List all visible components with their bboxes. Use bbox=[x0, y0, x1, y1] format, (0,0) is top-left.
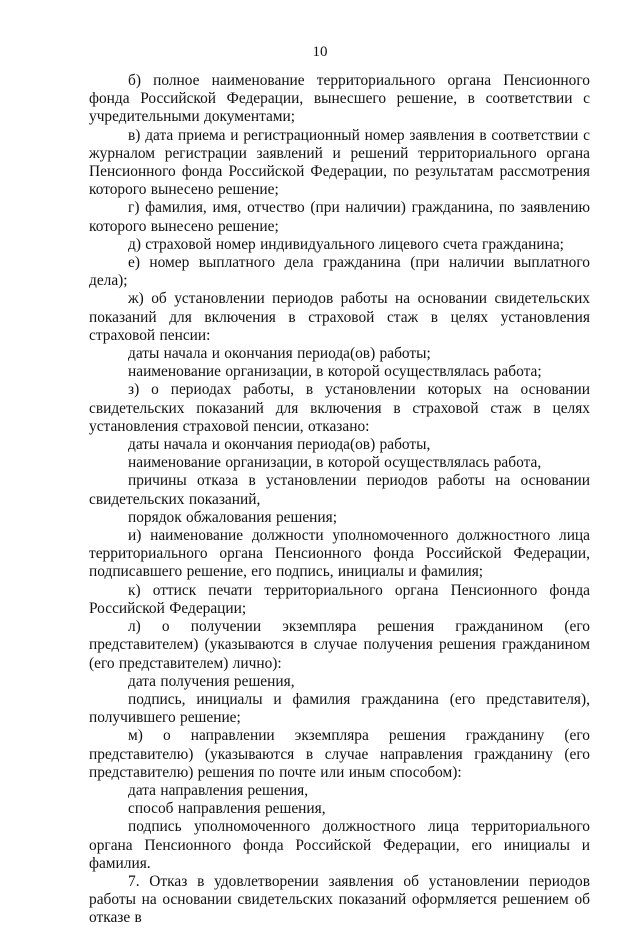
item-v: в) дата приема и регистрационный номер заявления в соответствии с журналом регистрации заявлений и решений территориального органа Пенсионного фонда Российской Федерации, по результатам рассмотрения которого вынесено решение; bbox=[89, 126, 590, 199]
document-body bbox=[89, 72, 590, 928]
item-z-appeal: порядок обжалования решения; bbox=[128, 508, 338, 526]
section-7: 7. Отказ в удовлетворении заявления об установлении периодов работы на основании свидетельских показаний оформляется решением об отказе в bbox=[89, 872, 590, 927]
item-e: е) номер выплатного дела гражданина (при наличии выплатного дела); bbox=[89, 254, 590, 290]
item-z: з) о периодах работы, в установлении которых на основании свидетельских показаний для включения в страховой стаж в целях установления страховой пенсии, отказано: bbox=[89, 381, 590, 435]
item-d: д) страховой номер индивидуального лицевого счета гражданина; bbox=[128, 235, 564, 253]
item-i: и) наименование должности уполномоченного должностного лица территориального органа Пенсионного фонда Российской Федерации, подписавшего решение, его подпись, инициалы и фамилия; bbox=[89, 527, 590, 581]
item-zh-organization: наименование организации, в которой осуществлялась работа; bbox=[128, 363, 542, 381]
item-zh-dates: даты начала и окончания периода(ов) работы; bbox=[128, 345, 431, 363]
item-z-dates: даты начала и окончания периода(ов) работы, bbox=[128, 436, 431, 454]
item-m-method: способ направления решения, bbox=[128, 800, 326, 818]
item-l: л) о получении экземпляра решения гражданином (его представителем) (указываются в случае получения решения гражданином (его представителем) лично): bbox=[89, 618, 590, 672]
item-l-signature: подпись, инициалы и фамилия гражданина (его представителя), получившего решение; bbox=[89, 690, 590, 727]
item-m: м) о направлении экземпляра решения гражданину (его представителю) (указываются в случае направления гражданину (его представителю) решения по почте или иным способом): bbox=[89, 727, 590, 781]
item-m-signature: подпись уполномоченного должностного лица территориального органа Пенсионного фонда Российской Федерации, его инициалы и фамилия. bbox=[89, 818, 590, 872]
item-g: г) фамилия, имя, отчество (при наличии) гражданина, по заявлению которого вынесено решение; bbox=[89, 199, 590, 235]
item-b: б) полное наименование территориального органа Пенсионного фонда Российской Федерации, вынесшего решение, в соответствии с учредительными документами; bbox=[89, 72, 590, 126]
item-z-reasons: причины отказа в установлении периодов работы на основании свидетельских показаний, bbox=[89, 472, 590, 508]
item-z-organization: наименование организации, в которой осуществлялась работа, bbox=[128, 454, 542, 472]
item-k: к) оттиск печати территориального органа Пенсионного фонда Российской Федерации; bbox=[89, 581, 590, 617]
item-m-date: дата направления решения, bbox=[128, 781, 309, 799]
page-number: 10 bbox=[312, 44, 328, 60]
item-l-date: дата получения решения, bbox=[128, 672, 295, 690]
item-zh: ж) об установлении периодов работы на основании свидетельских показаний для включения в страховой стаж в целях установления страховой пенсии: bbox=[89, 290, 590, 344]
